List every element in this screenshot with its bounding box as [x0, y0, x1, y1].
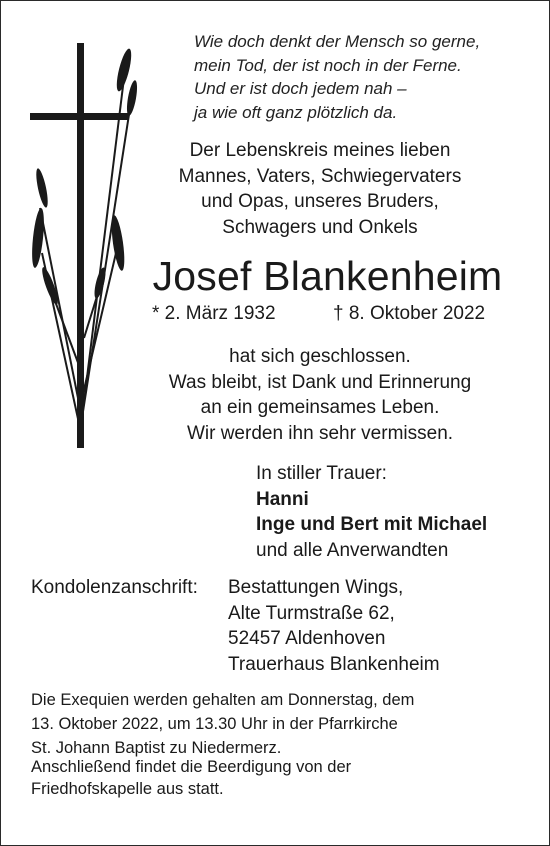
closing-text [130, 344, 510, 446]
intro-line: und Opas, unseres Bruders, [201, 191, 439, 212]
poem-line: Wie doch denkt der Mensch so gerne, [194, 32, 481, 51]
poem-line: ja wie oft ganz plötzlich da. [194, 102, 398, 122]
closing-line: hat sich geschlossen. [229, 346, 411, 367]
condolence-label: Kondolenzanschrift: [31, 577, 198, 598]
closing-line: Was bleibt, ist Dank und Erinnerung [168, 371, 472, 393]
funeral-line: Die Exequien werden gehalten am Donnerstag, dem [31, 691, 415, 709]
intro-text [130, 138, 510, 240]
intro-line: Der Lebenskreis meines lieben [189, 140, 451, 161]
mourner-name: Inge und Bert mit Michael [256, 514, 488, 535]
funeral-line: 13. Oktober 2022, um 13.30 Uhr in der Pfarrkirche [31, 715, 398, 733]
deceased-name: Josef Blankenheim [152, 253, 503, 299]
burial-info [31, 756, 531, 800]
mourning-others: und alle Anverwandten [256, 539, 449, 561]
address-line: Trauerhaus Blankenheim [228, 653, 440, 675]
intro-line: Mannes, Vaters, Schwiegervaters [178, 165, 462, 187]
mourner-name: Hanni [256, 488, 309, 510]
address-line: Bestattungen Wings, [228, 577, 404, 598]
poem [194, 30, 534, 124]
poem-line: Und er ist doch jedem nah – [194, 79, 407, 98]
address-line: 52457 Aldenhoven [228, 628, 386, 649]
address-line: Alte Turmstraße 62, [228, 602, 395, 624]
death-date: † 8. Oktober 2022 [333, 303, 486, 324]
cross-with-wheat-icon [20, 38, 138, 450]
mourners-block [256, 461, 546, 563]
mourning-heading: In stiller Trauer: [256, 463, 387, 484]
funeral-mass-info [31, 688, 531, 760]
burial-line: Anschließend findet die Beerdigung von der [31, 758, 352, 776]
closing-line: an ein gemeinsames Leben. [200, 397, 440, 418]
burial-line: Friedhofskapelle aus statt. [31, 780, 224, 798]
birth-date: * 2. März 1932 [152, 303, 276, 324]
condolence-address [228, 575, 440, 677]
closing-line: Wir werden ihn sehr vermissen. [186, 422, 454, 444]
poem-line: mein Tod, der ist noch in der Ferne. [194, 55, 462, 75]
intro-line: Schwagers und Onkels [222, 216, 418, 238]
funeral-line: St. Johann Baptist zu Niedermerz. [31, 739, 282, 757]
